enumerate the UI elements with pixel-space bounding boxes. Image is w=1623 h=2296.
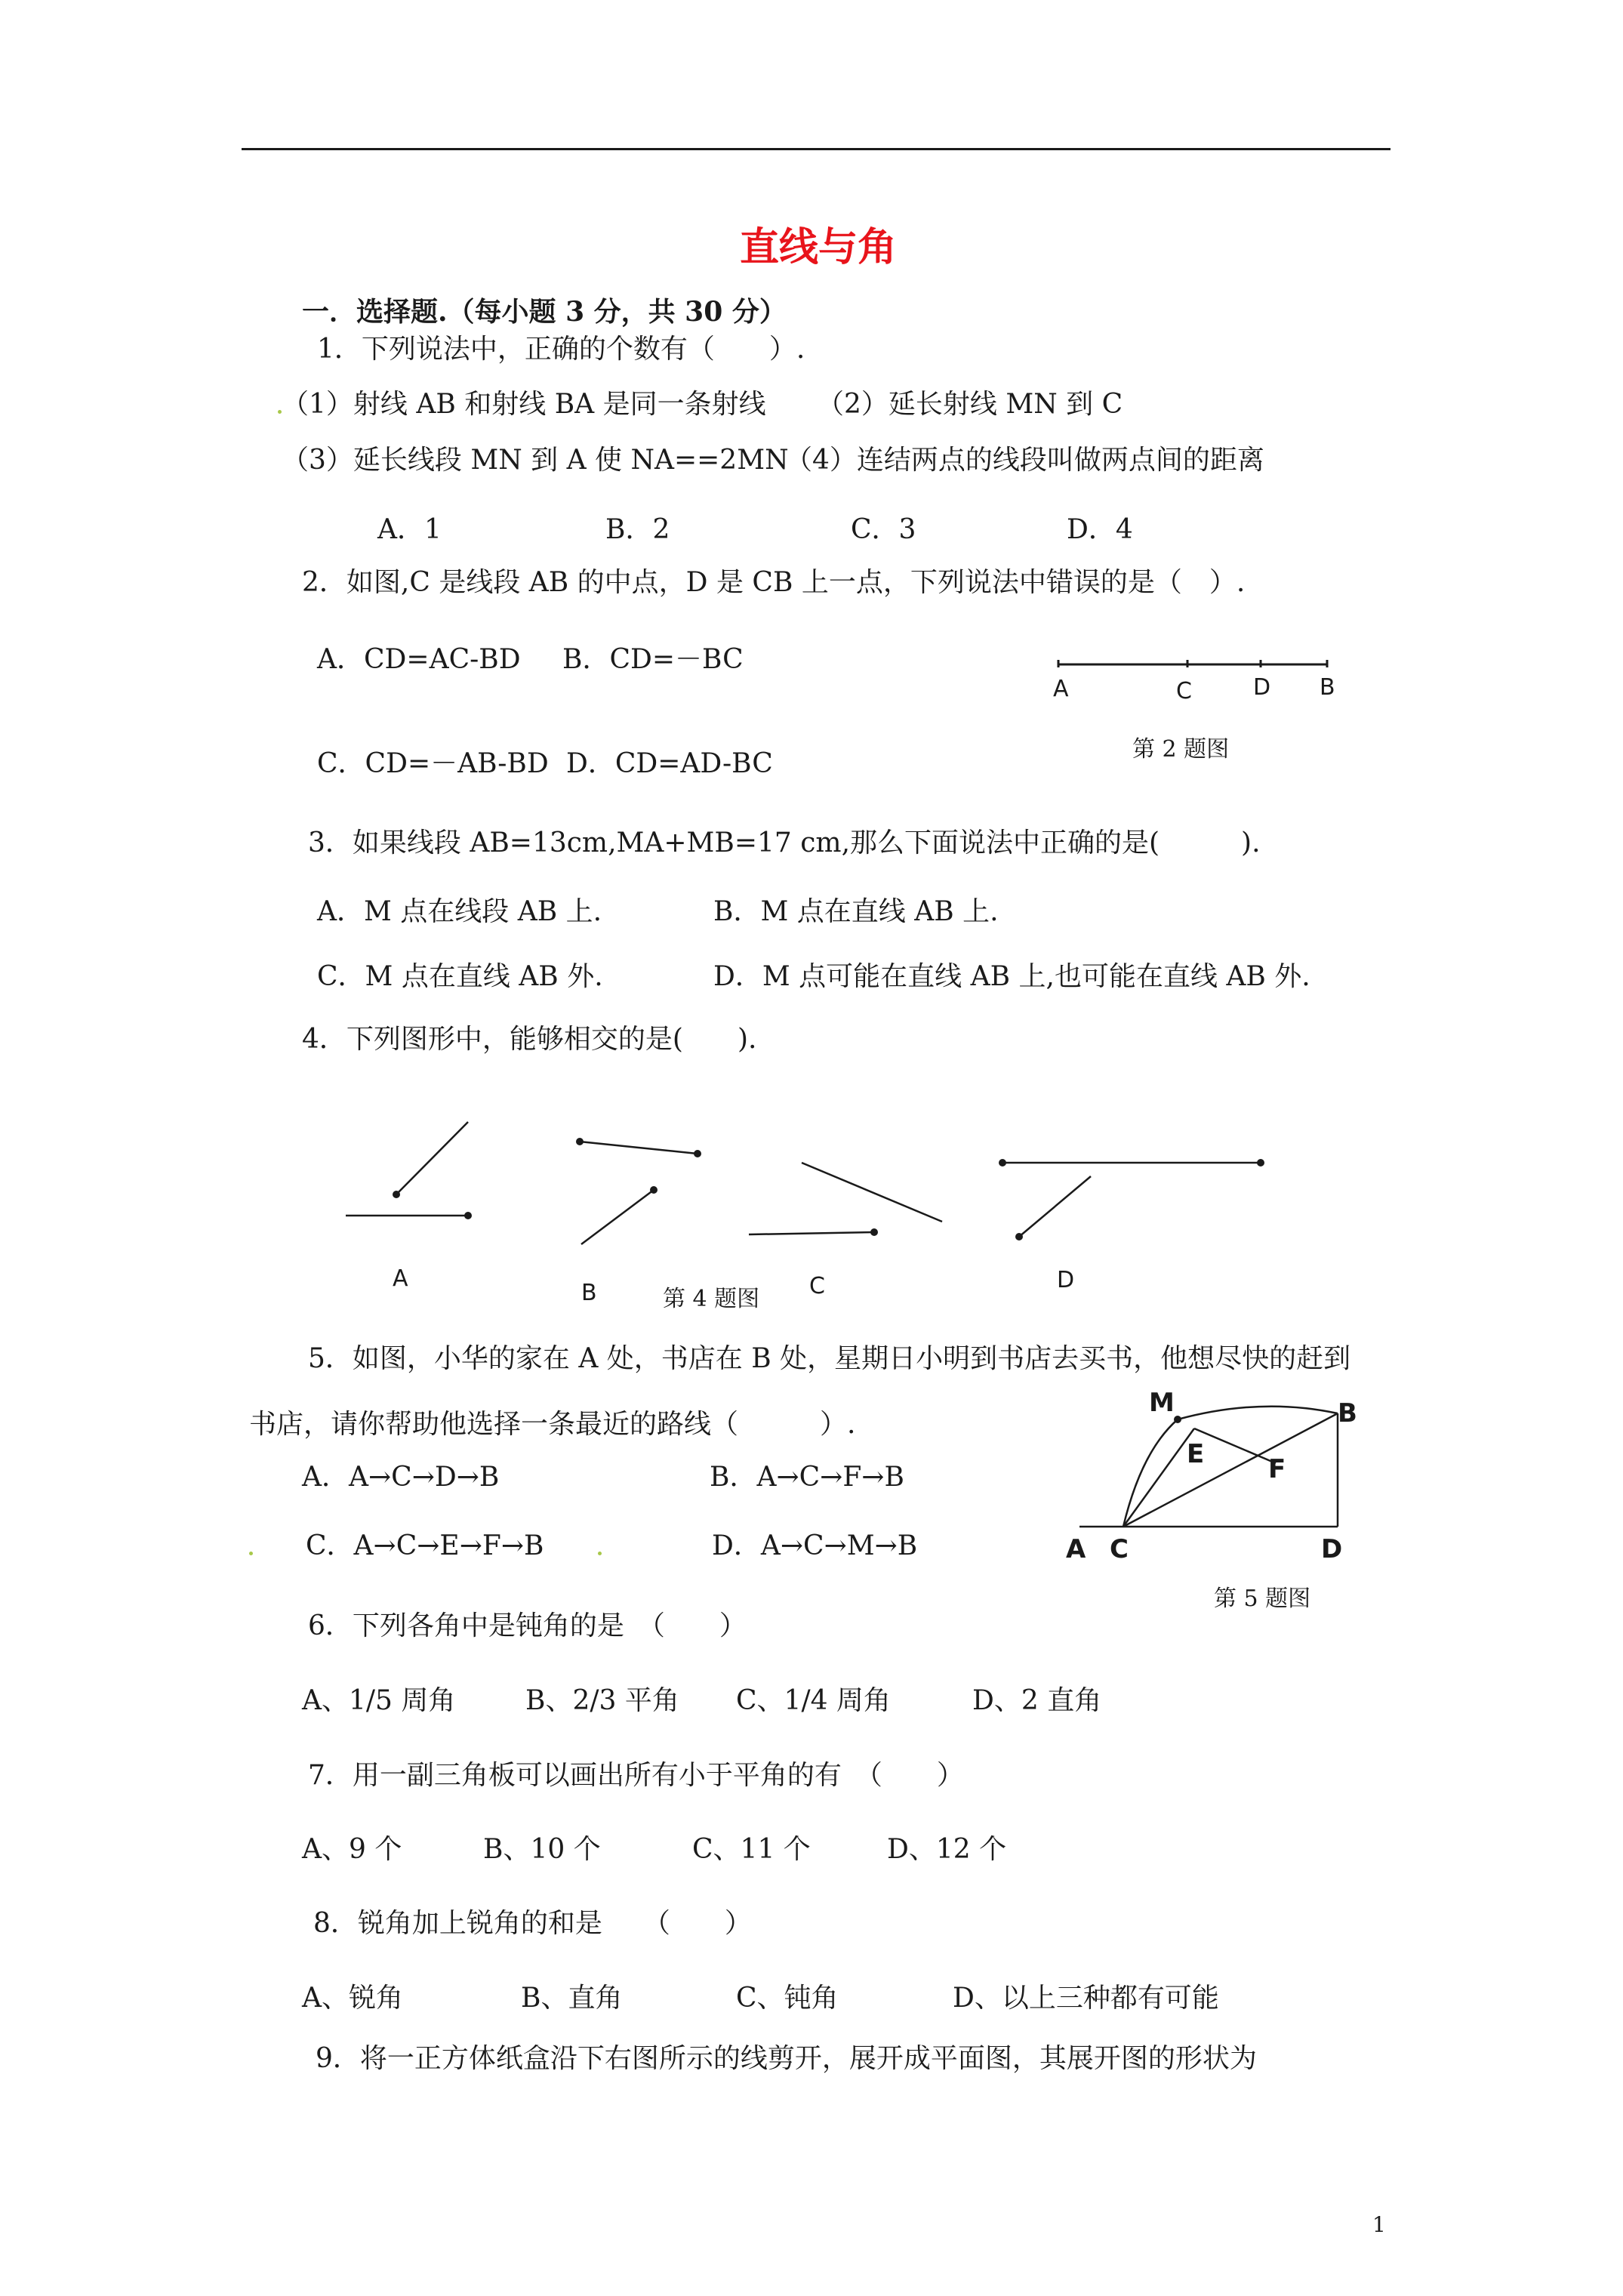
q2-option-c: C．CD=－AB-BD — [317, 748, 549, 779]
q4-label-a: A — [393, 1265, 408, 1292]
q2-option-b: B．CD=－BC — [562, 644, 744, 675]
q3-stem: 3．如果线段 AB=13cm,MA+MB=17 cm,那么下面说法中正确的是( ). — [308, 827, 1261, 858]
q4-figures — [332, 1110, 1283, 1261]
q7-stem: 7．用一副三角板可以画出所有小于平角的有 （ ） — [308, 1760, 964, 1791]
q7-option-a: A、9 个 — [302, 1834, 402, 1865]
q5-option-b: B．A→C→F→B — [710, 1462, 904, 1493]
q4-stem: 4．下列图形中，能够相交的是( ). — [302, 1024, 757, 1055]
header-rule — [242, 148, 1390, 150]
q4-label-d: D — [1057, 1267, 1075, 1293]
section-heading: 一．选择题.（每小题 3 分，共 30 分） — [302, 296, 787, 328]
q2-label-b: B — [1320, 674, 1335, 701]
q4-caption: 第 4 题图 — [663, 1286, 760, 1312]
q4-label-b: B — [581, 1280, 597, 1306]
q6-option-d: D、2 直角 — [972, 1685, 1102, 1716]
q1-option-a: A．1 — [377, 514, 442, 545]
q1-statement-3: （3）延长线段 MN 到 A 使 NA==2MN — [282, 445, 789, 476]
page-number: 1 — [1372, 2212, 1386, 2237]
q7-option-b: B、10 个 — [483, 1834, 601, 1865]
q2-caption: 第 2 题图 — [1132, 736, 1230, 763]
q2-option-d: D．CD=AD-BC — [566, 748, 773, 779]
q1-option-c: C．3 — [851, 514, 916, 545]
q8-option-a: A、锐角 — [302, 1983, 403, 2014]
q5-route-figure — [1072, 1389, 1344, 1533]
q4-figure-d — [999, 1159, 1264, 1240]
q2-segment-figure — [1049, 649, 1351, 710]
q8-stem: 8．锐角加上锐角的和是 （ ） — [313, 1908, 752, 1939]
q6-option-b: B、2/3 平角 — [525, 1685, 679, 1716]
q5-option-a: A．A→C→D→B — [302, 1462, 500, 1493]
q5-label-a: A — [1066, 1534, 1086, 1564]
q1-statement-1: （1）射线 AB 和射线 BA 是同一条射线 — [282, 389, 766, 420]
q6-option-a: A、1/5 周角 — [302, 1685, 456, 1716]
q5-stem-line1: 5．如图，小华的家在 A 处，书店在 B 处，星期日小明到书店去买书，他想尽快的赶到 — [308, 1343, 1351, 1374]
q5-option-c: C．A→C→E→F→B — [306, 1530, 544, 1561]
q2-label-c: C — [1176, 678, 1192, 704]
q5-label-m: M — [1149, 1388, 1175, 1418]
q1-option-b: B．2 — [605, 514, 670, 545]
q5-label-e: E — [1187, 1439, 1205, 1469]
q2-option-a: A．CD=AC-BD — [317, 644, 521, 675]
page-title: 直线与角 — [740, 225, 898, 270]
q2-label-a: A — [1053, 676, 1069, 702]
q3-option-c: C．M 点在直线 AB 外. — [317, 961, 603, 992]
q4-figure-a — [346, 1122, 472, 1219]
q5-label-d: D — [1321, 1534, 1343, 1564]
q4-figure-c — [749, 1163, 942, 1236]
stray-mark — [598, 1552, 602, 1555]
q3-option-d: D．M 点可能在直线 AB 上,也可能在直线 AB 外. — [713, 961, 1310, 992]
q3-option-b: B．M 点在直线 AB 上. — [713, 896, 999, 927]
q5-stem-line2: 书店，请你帮助他选择一条最近的路线（ ）. — [249, 1409, 856, 1440]
q1-option-d: D．4 — [1067, 514, 1133, 545]
q6-option-c: C、1/4 周角 — [736, 1685, 891, 1716]
q1-stem: 1．下列说法中，正确的个数有（ ）. — [317, 334, 805, 365]
q5-label-c: C — [1110, 1534, 1129, 1564]
q4-figure-b — [576, 1138, 701, 1244]
q9-stem: 9．将一正方体纸盒沿下右图所示的线剪开，展开成平面图，其展开图的形状为 — [316, 2043, 1257, 2074]
q2-stem: 2．如图,C 是线段 AB 的中点，D 是 CB 上一点，下列说法中错误的是（ ）. — [302, 567, 1246, 598]
q5-label-b: B — [1338, 1398, 1357, 1428]
stray-mark — [249, 1552, 253, 1555]
q2-label-d: D — [1253, 674, 1271, 701]
q3-option-a: A．M 点在线段 AB 上. — [317, 896, 602, 927]
q8-option-d: D、以上三种都有可能 — [953, 1983, 1219, 2014]
q1-statement-4: （4）连结两点的线段叫做两点间的距离 — [785, 445, 1264, 476]
q8-option-b: B、直角 — [521, 1983, 623, 2014]
q4-label-c: C — [809, 1273, 825, 1299]
q5-option-d: D．A→C→M→B — [712, 1530, 918, 1561]
q7-option-d: D、12 个 — [887, 1834, 1007, 1865]
q5-label-f: F — [1268, 1454, 1286, 1484]
q1-statement-2: （2）延长射线 MN 到 C — [817, 389, 1123, 420]
q8-option-c: C、钝角 — [736, 1983, 839, 2014]
q6-stem: 6．下列各角中是钝角的是 （ ） — [308, 1610, 747, 1641]
q7-option-c: C、11 个 — [692, 1834, 811, 1865]
q5-caption: 第 5 题图 — [1214, 1586, 1311, 1612]
